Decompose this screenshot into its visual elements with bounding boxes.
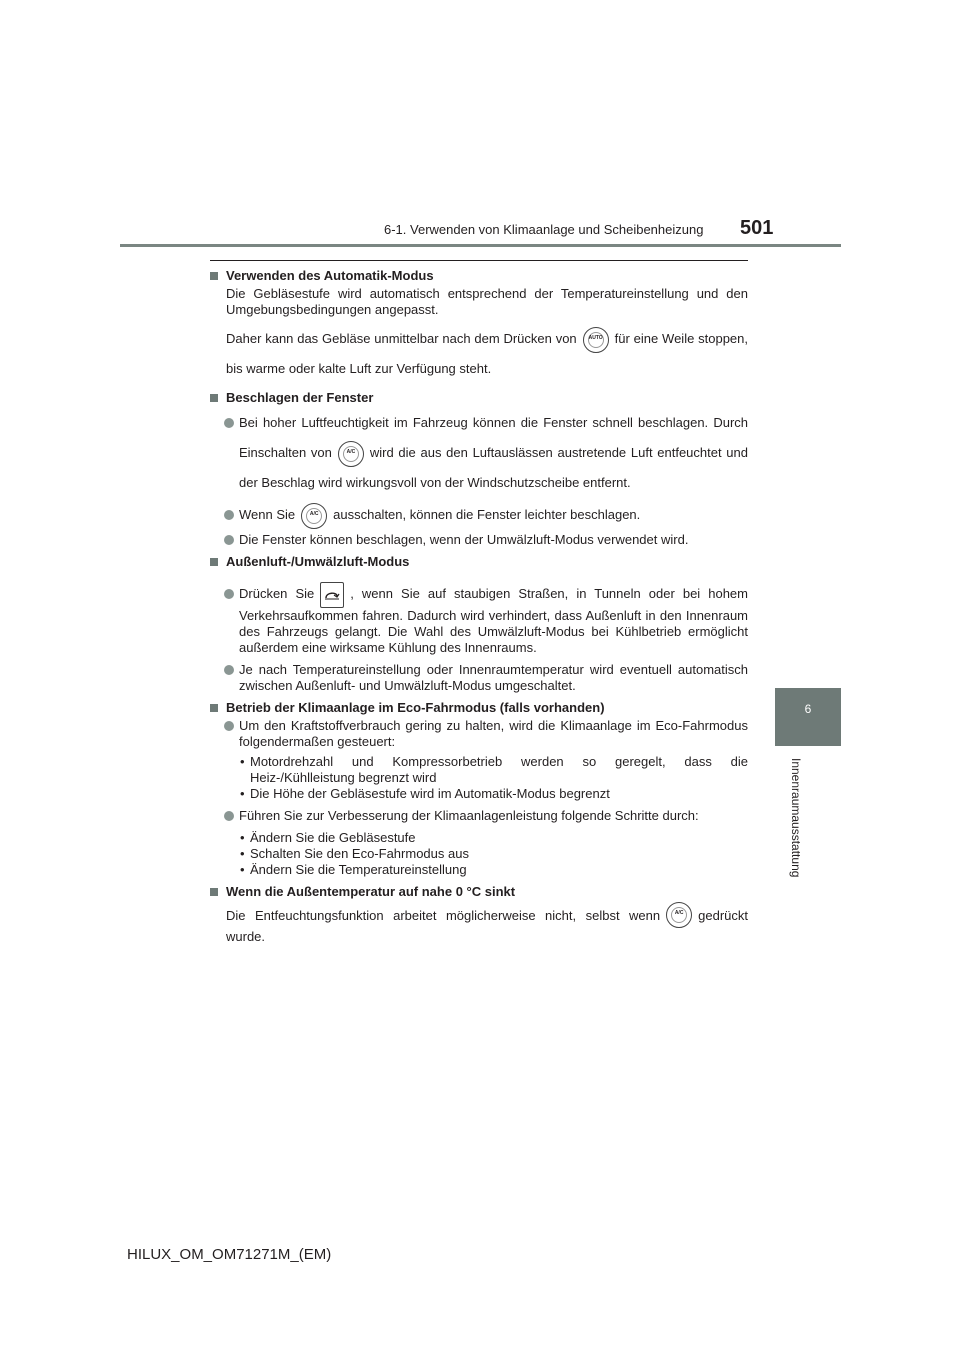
chapter-tab [775,688,841,746]
bullet-item [210,808,748,824]
ac-button-icon [301,503,327,529]
ac-button-label: A/C [309,510,319,517]
sub-list [210,830,748,878]
heading-text: Außenluft-/Umwälzluft-Modus [226,554,410,569]
sub-bullet: • [240,846,245,861]
sub-list [210,754,748,802]
page-content [210,268,748,952]
chapter-number: 6 [804,702,812,716]
round-bullet-icon [224,535,234,545]
sub-item-text: Ändern Sie die Gebläsestufe [250,830,416,845]
sub-item-text: Die Höhe der Gebläsestufe wird im Automatik-Modus begrenzt [250,786,610,801]
header-rule [120,244,841,247]
ac-button-icon [338,441,364,467]
round-bullet-icon [224,811,234,821]
bullet-text: Wenn Sie [239,507,296,522]
sub-bullet: • [240,862,245,877]
paragraph-text: für eine Weile stoppen, bis warme oder kalte Luft zur Verfügung steht. [226,331,748,376]
heading-recirculation [210,554,748,570]
round-bullet-icon [224,589,234,599]
sub-list-item [210,862,748,878]
bullet-text: Um den Kraftstoffverbrauch gering zu halten, wird die Klimaanlage im Eco-Fahrmodus folgendermaßen gesteuert: [239,718,748,749]
recirculation-button-icon [320,582,344,608]
bullet-text: Bei hoher Luftfeuchtigkeit im Fahrzeug können die Fenster schnell beschlagen. Durch Einschalten von [239,415,748,460]
bullet-text: ausschalten, können die Fenster leichter beschlagen. [333,507,641,522]
bullet-text: Drücken Sie [239,586,315,601]
sub-list-item [210,830,748,846]
ac-button-label: A/C [346,448,356,455]
bullet-text: , wenn Sie auf staubigen Straßen, in Tunneln oder bei hohem Verkehrsaufkommen fahren. Dadurch wird verhindert, dass Außenluft in den Innenraum des Fahrzeugs gelangt. Die Wahl des Umwälzluft-Modus bei Kühlbetrieb ermöglicht außerdem eine wirksame Kühlung des Innenraums. [239,586,748,655]
bullet-text: Die Fenster können beschlagen, wenn der Umwälzluft-Modus verwendet wird. [239,532,689,547]
sub-list-item [210,786,748,802]
square-bullet-icon [210,704,218,712]
paragraph-with-ac-button [210,902,748,946]
paragraph: Die Gebläsestufe wird automatisch entsprechend der Temperatureinstellung und den Umgebungsbedingungen angepasst. [226,286,748,317]
page-number: 501 [740,217,774,239]
ac-button-icon [666,902,692,928]
header-title: 6-1. Verwenden von Klimaanlage und Scheibenheizung [384,222,704,237]
heading-text: Wenn die Außentemperatur auf nahe 0 °C sinkt [226,884,516,899]
heading-text: Beschlagen der Fenster [226,390,374,405]
sub-list-item [210,846,748,862]
heading-text: Verwenden des Automatik-Modus [226,268,434,283]
round-bullet-icon [224,510,234,520]
bullet-item [210,532,748,548]
heading-eco-mode [210,700,748,716]
sub-item-text: Schalten Sie den Eco-Fahrmodus aus [250,846,469,861]
round-bullet-icon [224,721,234,731]
paragraph-text: gedrückt wurde. [226,908,748,944]
footer-doc-code: HILUX_OM_OM71271M_(EM) [127,1246,332,1263]
chapter-label: Innenraumausstattung [789,758,803,878]
bullet-text: wird die aus den Luftauslässen austretende Luft entfeuchtet und der Beschlag wird wirkungsvoll von der Windschutzscheibe entfernt. [239,445,748,490]
paragraph-with-auto-button [210,324,748,384]
bullet-item [210,408,748,498]
heading-text: Betrieb der Klimaanlage im Eco-Fahrmodus (falls vorhanden) [226,700,605,715]
sub-bullet: • [240,786,245,801]
paragraph-text: Die Entfeuchtungsfunktion arbeitet möglicherweise nicht, selbst wenn [226,908,661,923]
sub-item-text: Motordrehzahl und Kompressorbetrieb werden so geregelt, dass die Heiz-/Kühlleistung begrenzt wird [250,754,748,785]
bullet-item [210,498,748,532]
square-bullet-icon [210,888,218,896]
sub-bullet: • [240,830,245,845]
square-bullet-icon [210,394,218,402]
bullet-text: Je nach Temperatureinstellung oder Innenraumtemperatur wird eventuell automatisch zwischen Außenluft- und Umwälzluft-Modus umgeschaltet. [239,662,748,693]
bullet-item [210,580,748,656]
square-bullet-icon [210,558,218,566]
bullet-text: Führen Sie zur Verbesserung der Klimaanlagenleistung folgende Schritte durch: [239,808,699,823]
paragraph-text: Daher kann das Gebläse unmittelbar nach dem Drücken von [226,331,577,346]
sub-list-item [210,754,748,786]
auto-button-label: AUTO [588,334,603,341]
square-bullet-icon [210,272,218,280]
heading-window-fog [210,390,748,406]
auto-button-icon [583,327,609,353]
round-bullet-icon [224,418,234,428]
section-rule [210,260,748,261]
sub-item-text: Ändern Sie die Temperatureinstellung [250,862,467,877]
round-bullet-icon [224,665,234,675]
ac-button-label: A/C [674,910,684,916]
heading-cold-temperature [210,884,748,900]
sub-bullet: • [240,754,245,769]
heading-auto-mode [210,268,748,284]
bullet-item [210,718,748,750]
bullet-item [210,662,748,694]
